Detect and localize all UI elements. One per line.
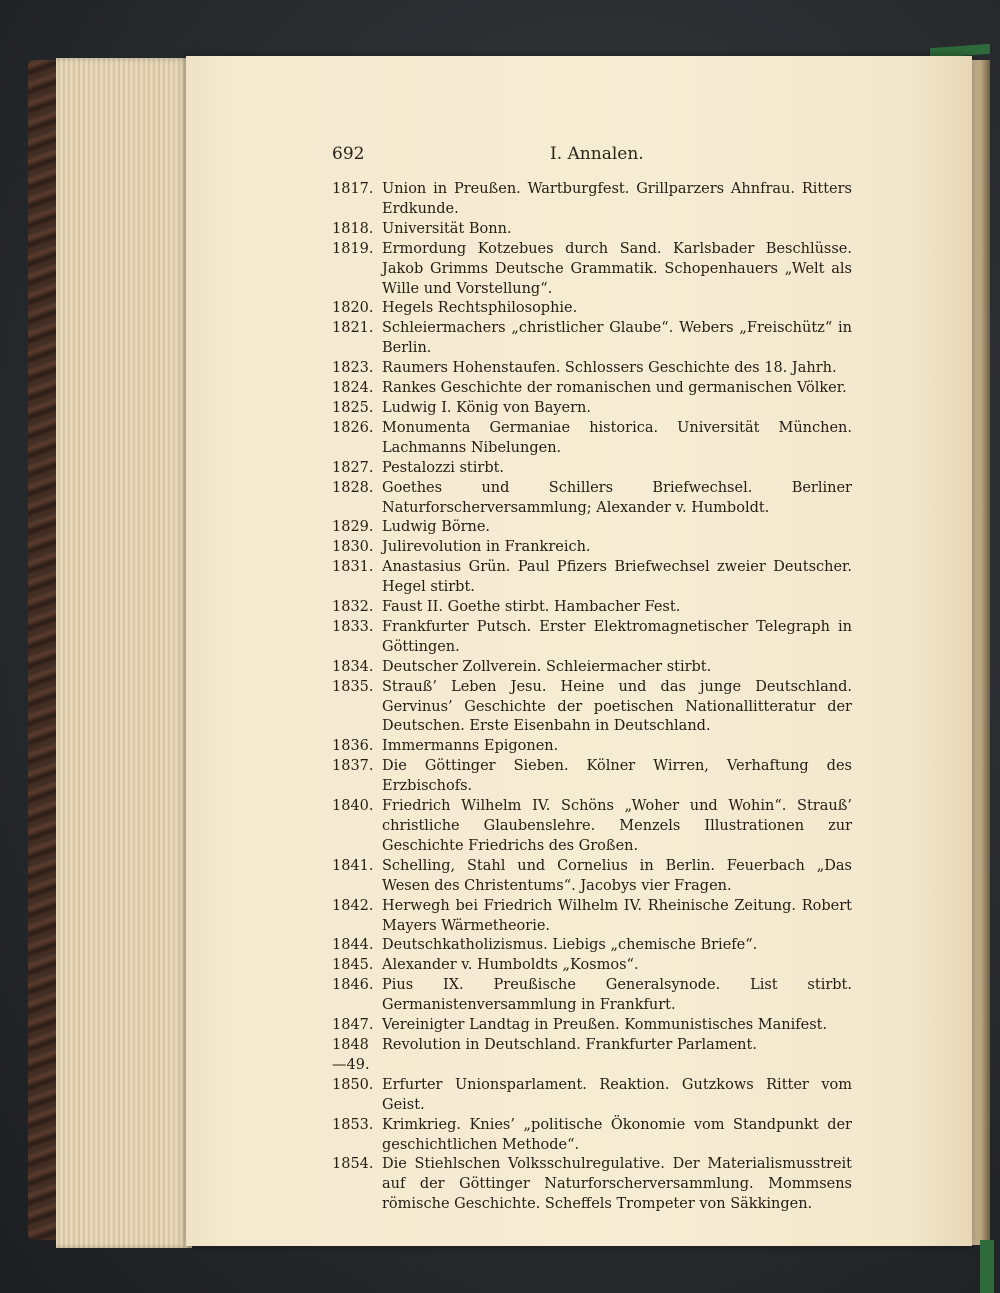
entry-year: 1832. [332,599,374,616]
annal-entry [332,419,852,459]
entry-year: 1818. [332,220,374,237]
entry-text: Deutschkatholizismus. Liebigs „chemische Briefe“. [382,937,758,954]
entry-text: Goethes und Schillers Briefwechsel. Berliner Naturforscherversammlung; Alexander v. Humboldt. [382,479,852,516]
entry-year: 1842. [332,897,374,914]
entry-text: Schelling, Stahl und Cornelius in Berlin. Feuerbach „Das Wesen des Christentums“. Jacobys vier Fragen. [382,857,852,894]
entry-text: Strauß’ Leben Jesu. Heine und das junge Deutschland. Gervinus’ Geschichte der poetischen Nationallitteratur der Deutschen. Erste Eisenbahn in Deutschland. [382,678,852,735]
entry-year: 1836. [332,738,374,755]
annal-entry [332,1036,852,1076]
annal-entry [332,479,852,519]
entry-year: 1837. [332,758,374,775]
annal-entry [332,618,852,658]
annal-entry [332,757,852,797]
entry-year: 1835. [332,678,374,695]
entry-year: 1834. [332,658,374,675]
entry-year: 1827. [332,459,374,476]
annal-entry [332,379,852,399]
annal-entry [332,678,852,738]
entry-year: 1817. [332,181,374,197]
entry-year: 1853. [332,1116,374,1133]
entry-year: 1848—49. [332,1036,370,1073]
entry-text: Vereinigter Landtag in Preußen. Kommunistisches Manifest. [382,1017,828,1034]
annal-entry [332,459,852,479]
entry-year: 1830. [332,539,374,556]
entry-text: Herwegh bei Friedrich Wilhelm IV. Rheinische Zeitung. Robert Mayers Wärmetheorie. [382,897,852,934]
annal-entry [332,359,852,379]
entry-text: Krimkrieg. Knies’ „politische Ökonomie vom Standpunkt der geschichtlichen Methode“. [382,1116,852,1153]
entry-text: Hegels Rechtsphilosophie. [382,300,578,317]
entry-year: 1846. [332,977,374,994]
annal-entry [332,658,852,678]
entry-year: 1833. [332,618,374,635]
annal-entry [332,538,852,558]
entry-year: 1820. [332,300,374,317]
page-stack [56,58,192,1248]
entry-text: Deutscher Zollverein. Schleiermacher stirbt. [382,658,712,675]
entry-year: 1840. [332,798,374,815]
annal-entry [332,797,852,857]
entry-text: Frankfurter Putsch. Erster Elektromagnetischer Telegraph in Göttingen. [382,618,852,655]
entry-year: 1828. [332,479,374,496]
entry-text: Revolution in Deutschland. Frankfurter Parlament. [382,1036,757,1053]
entry-text: Raumers Hohenstaufen. Schlossers Geschichte des 18. Jahrh. [382,360,837,377]
entry-year: 1850. [332,1076,374,1093]
annal-entry [332,897,852,937]
entry-text: Pius IX. Preußische Generalsynode. List stirbt. Germanistenversammlung in Frankfurt. [382,977,852,1014]
running-title: I. Annalen. [550,144,644,164]
entry-text: Erfurter Unionsparlament. Reaktion. Gutzkows Ritter vom Geist. [382,1076,852,1113]
entry-year: 1854. [332,1156,374,1173]
annal-entry [332,299,852,319]
entry-year: 1841. [332,857,374,874]
entry-text: Julirevolution in Frankreich. [382,539,591,556]
entry-text: Pestalozzi stirbt. [382,459,505,476]
entry-text: Schleiermachers „christlicher Glaube“. Webers „Freischütz“ in Berlin. [382,320,852,357]
entry-text: Faust II. Goethe stirbt. Hambacher Fest. [382,599,681,616]
entry-text: Monumenta Germaniae historica. Universität München. Lachmanns Nibelungen. [382,419,852,456]
annal-entry [332,598,852,618]
entry-year: 1823. [332,360,374,377]
entry-text: Die Göttinger Sieben. Kölner Wirren, Verhaftung des Erzbischofs. [382,758,852,795]
annal-entry [332,936,852,956]
entry-text: Ermordung Kotzebues durch Sand. Karlsbader Beschlüsse. Jakob Grimms Deutsche Grammatik. Schopenhauers „Welt als Wille und Vorstellung“. [382,240,852,297]
annal-entry [332,857,852,897]
entry-year: 1831. [332,559,374,576]
annal-entry [332,1076,852,1116]
annals-list [332,180,852,1215]
entry-text: Die Stiehlschen Volksschulregulative. Der Materialismusstreit auf der Göttinger Naturforscherversammlung. Mommsens römische Geschichte. Scheffels Trompeter von Säkkingen. [382,1156,852,1213]
entry-year: 1826. [332,419,374,436]
annal-entry [332,518,852,538]
entry-year: 1824. [332,380,374,397]
entry-year: 1844. [332,937,374,954]
annal-entry [332,180,852,220]
annal-entry [332,319,852,359]
annal-entry [332,399,852,419]
page-number: 692 [332,144,365,164]
entry-text: Alexander v. Humboldts „Kosmos“. [382,957,639,974]
annal-entry [332,956,852,976]
annal-entry [332,558,852,598]
entry-text: Ludwig I. König von Bayern. [382,399,591,416]
entry-year: 1825. [332,399,374,416]
page-header [332,140,852,170]
entry-year: 1845. [332,957,374,974]
annal-entry [332,1116,852,1156]
entry-year: 1819. [332,240,374,257]
entry-text: Universität Bonn. [382,220,512,237]
annal-entry [332,240,852,300]
bookmark-ribbon-bottom [980,1240,994,1293]
entry-year: 1847. [332,1017,374,1034]
annal-entry [332,220,852,240]
entry-text: Union in Preußen. Wartburgfest. Grillparzers Ahnfrau. Ritters Erdkunde. [382,181,852,217]
entry-text: Ludwig Börne. [382,519,491,536]
annal-entry [332,1016,852,1036]
annal-entry [332,976,852,1016]
entry-text: Immermanns Epigonen. [382,738,559,755]
annal-entry [332,737,852,757]
entry-year: 1829. [332,519,374,536]
annal-entry [332,1155,852,1215]
entry-text: Friedrich Wilhelm IV. Schöns „Woher und Wohin“. Strauß’ christliche Glaubenslehre. Menzels Illustrationen zur Geschichte Friedrichs des Großen. [382,798,852,854]
entry-text: Anastasius Grün. Paul Pfizers Briefwechsel zweier Deutscher. Hegel stirbt. [382,559,852,596]
entry-year: 1821. [332,320,374,337]
entry-text: Rankes Geschichte der romanischen und germanischen Völker. [382,380,847,397]
